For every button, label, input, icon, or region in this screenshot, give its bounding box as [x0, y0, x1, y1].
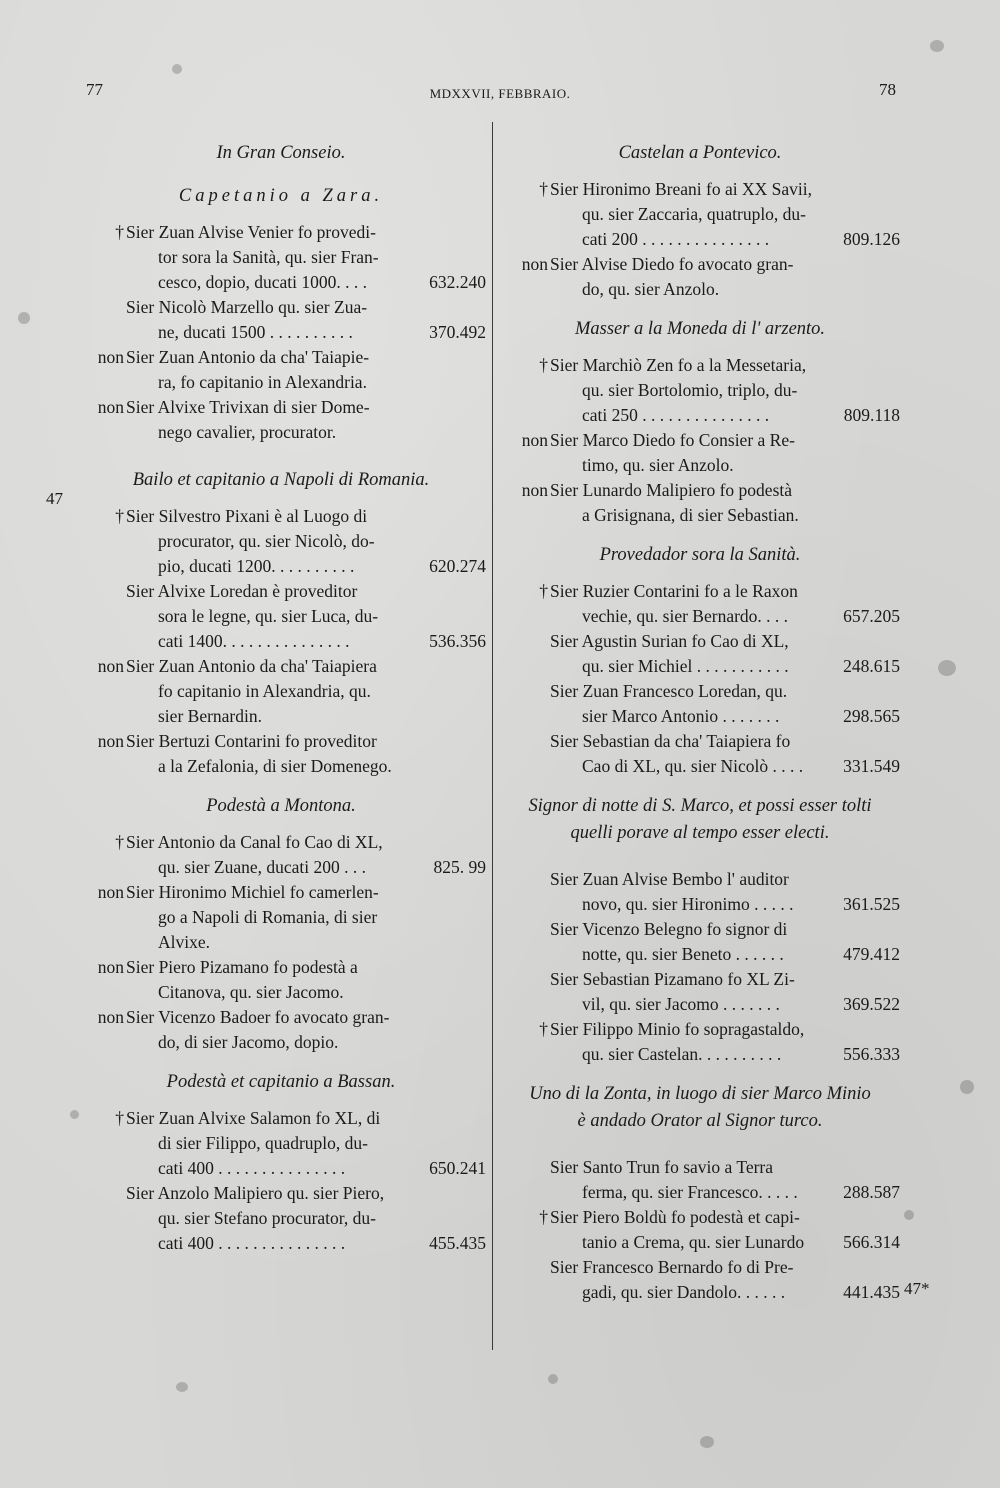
entry-line: cati 400 . . . . . . . . . . . . . . . — [158, 1158, 346, 1178]
entry-line: vil, qu. sier Jacomo . . . . . . . — [582, 994, 780, 1014]
entry-line: tanio a Crema, qu. sier Lunardo — [582, 1232, 805, 1252]
election-entry — [500, 252, 900, 302]
entry-line: qu. sier Zuane, ducati 200 . . . — [158, 857, 367, 877]
entry-prefix: non — [521, 254, 548, 274]
foxing-spot — [700, 1436, 714, 1448]
section-title: Masser a la Moneda di l' arzento. — [574, 319, 826, 339]
vote-count: 370.492 — [429, 322, 486, 342]
entry-line: Sier Francesco Bernardo fo di Pre- — [550, 1257, 794, 1277]
entry-line: gadi, qu. sier Dandolo. . . . . . — [582, 1282, 786, 1302]
election-entry — [76, 504, 486, 579]
vote-count: 331.549 — [843, 756, 900, 776]
entry-line: fo capitanio in Alexandria, qu. — [158, 681, 371, 701]
election-entry — [500, 353, 900, 428]
foxing-spot — [548, 1374, 558, 1384]
entry-line: timo, qu. sier Anzolo. — [582, 455, 734, 475]
vote-count: 657.205 — [843, 606, 900, 626]
section-title: Castelan a Pontevico. — [618, 143, 782, 163]
section-title: Bailo et capitanio a Napoli di Romania. — [132, 470, 430, 490]
election-entry — [500, 729, 900, 779]
entry-line: go a Napoli di Romania, di sier — [158, 907, 378, 927]
section-title: Podestà a Montona. — [206, 796, 356, 816]
section-title: Uno di la Zonta, in luogo di sier Marco Minio — [529, 1084, 871, 1104]
entry-line: Sier Hironimo Michiel fo camerlen- — [126, 882, 379, 902]
foxing-spot — [960, 1080, 974, 1094]
section-podesta-bassan — [76, 1069, 486, 1256]
election-entry — [76, 220, 486, 295]
entry-line: pio, ducati 1200. . . . . . . . . . — [158, 556, 355, 576]
entry-line: Sier Vicenzo Badoer fo avocato gran- — [126, 1007, 390, 1027]
vote-count: 479.412 — [843, 944, 900, 964]
entry-line: ne, ducati 1500 . . . . . . . . . . — [158, 322, 353, 342]
section-capetanio-zara — [76, 183, 486, 445]
entry-line: cati 400 . . . . . . . . . . . . . . . — [158, 1233, 346, 1253]
entry-line: ra, fo capitanio in Alexandria. — [158, 372, 367, 392]
entry-line: nego cavalier, procurator. — [158, 422, 337, 442]
vote-count: 441.435 — [843, 1282, 900, 1302]
vote-count: 288.587 — [843, 1182, 900, 1202]
column-divider — [492, 122, 493, 1350]
election-entry — [76, 880, 486, 955]
vote-count: 361.525 — [843, 894, 900, 914]
entry-line: qu. sier Bortolomio, triplo, du- — [582, 380, 798, 400]
entry-line: Sier Nicolò Marzello qu. sier Zua- — [126, 297, 368, 317]
entry-line: cati 200 . . . . . . . . . . . . . . . — [582, 229, 770, 249]
entry-prefix: non — [97, 731, 124, 751]
election-entry — [500, 679, 900, 729]
entry-line: ferma, qu. sier Francesco. . . . . — [582, 1182, 798, 1202]
entry-prefix: † — [115, 832, 124, 852]
entry-line: a Grisignana, di sier Sebastian. — [582, 505, 799, 525]
entry-prefix: † — [115, 1108, 124, 1128]
entry-line: Citanova, qu. sier Jacomo. — [158, 982, 344, 1002]
election-entry — [500, 1155, 900, 1205]
foxing-spot — [176, 1382, 188, 1392]
entry-prefix: non — [97, 347, 124, 367]
foxing-spot — [172, 64, 182, 74]
margin-number-left: 47 — [46, 489, 63, 508]
vote-count: 809.126 — [843, 229, 900, 249]
right-column — [500, 140, 900, 1319]
entry-line: qu. sier Zaccaria, quatruplo, du- — [582, 204, 807, 224]
election-entry — [76, 395, 486, 445]
section-title: Provedador sora la Sanità. — [599, 545, 801, 565]
election-entry — [500, 579, 900, 629]
vote-count: 369.522 — [843, 994, 900, 1014]
entry-line: novo, qu. sier Hironimo . . . . . — [582, 894, 794, 914]
entry-line: Sier Zuan Alvise Bembo l' auditor — [550, 869, 789, 889]
entry-prefix: † — [539, 581, 548, 601]
vote-count: 632.240 — [429, 272, 486, 292]
section-title: Capetanio a Zara. — [178, 186, 384, 206]
page-number-left: 77 — [86, 80, 103, 99]
entry-line: Sier Piero Boldù fo podestà et capi- — [550, 1207, 800, 1227]
vote-count: 248.615 — [843, 656, 900, 676]
entry-line: Sier Alvixe Loredan è proveditor — [126, 581, 358, 601]
entry-prefix: non — [97, 1007, 124, 1027]
election-entry — [500, 629, 900, 679]
vote-count: 809.118 — [843, 405, 900, 425]
election-entry — [500, 967, 900, 1017]
entry-line: sier Bernardin. — [158, 706, 262, 726]
election-entry — [500, 428, 900, 478]
entry-prefix: non — [97, 397, 124, 417]
entry-line: a la Zefalonia, di sier Domenego. — [158, 756, 392, 776]
vote-count: 298.565 — [843, 706, 900, 726]
entry-line: cati 1400. . . . . . . . . . . . . . . — [158, 631, 350, 651]
section-title-cont: è andado Orator al Signor turco. — [577, 1111, 823, 1131]
election-entry — [500, 478, 900, 528]
entry-line: vechie, qu. sier Bernardo. . . . — [582, 606, 789, 626]
election-entry — [500, 1017, 900, 1067]
entry-line: Sier Ruzier Contarini fo a le Raxon — [550, 581, 798, 601]
entry-line: notte, qu. sier Beneto . . . . . . — [582, 944, 784, 964]
section-signor-notte — [500, 793, 900, 1067]
entry-line: Sier Zuan Alvise Venier fo provedi- — [126, 222, 376, 242]
section-title-cont: quelli porave al tempo esser electi. — [570, 823, 830, 843]
entry-prefix: † — [539, 1019, 548, 1039]
entry-line: tor sora la Sanità, qu. sier Fran- — [158, 247, 379, 267]
entry-line: Sier Zuan Antonio da cha' Taiapiera — [126, 656, 377, 676]
entry-line: procurator, qu. sier Nicolò, do- — [158, 531, 375, 551]
election-entry — [76, 295, 486, 345]
entry-line: cesco, dopio, ducati 1000. . . . — [158, 272, 367, 292]
entry-line: Sier Filippo Minio fo sopragastaldo, — [550, 1019, 805, 1039]
entry-line: Sier Zuan Antonio da cha' Taiapie- — [126, 347, 370, 367]
entry-prefix: non — [97, 882, 124, 902]
entry-line: Sier Sebastian Pizamano fo XL Zi- — [550, 969, 795, 989]
foxing-spot — [938, 660, 956, 676]
entry-prefix: non — [97, 957, 124, 977]
entry-prefix: non — [521, 430, 548, 450]
election-entry — [500, 1205, 900, 1255]
running-title: MDXXVII, FEBBRAIO. — [429, 86, 571, 101]
vote-count: 620.274 — [429, 556, 486, 576]
entry-line: qu. sier Michiel . . . . . . . . . . . — [582, 656, 789, 676]
vote-count: 825. 99 — [433, 857, 486, 877]
entry-line: Sier Silvestro Pixani è al Luogo di — [126, 506, 368, 526]
entry-line: Sier Hironimo Breani fo ai XX Savii, — [550, 179, 812, 199]
entry-line: do, di sier Jacomo, dopio. — [158, 1032, 339, 1052]
election-entry — [500, 177, 900, 252]
election-entry — [76, 1005, 486, 1055]
election-entry — [500, 1255, 900, 1305]
entry-line: do, qu. sier Anzolo. — [582, 279, 720, 299]
section-masser-moneda — [500, 316, 900, 528]
election-entry — [76, 1181, 486, 1256]
entry-prefix: † — [115, 506, 124, 526]
entry-prefix: non — [521, 480, 548, 500]
entry-line: Sier Zuan Alvixe Salamon fo XL, di — [126, 1108, 381, 1128]
election-entry — [76, 345, 486, 395]
entry-line: Sier Anzolo Malipiero qu. sier Piero, — [126, 1183, 385, 1203]
entry-prefix: † — [539, 1207, 548, 1227]
entry-line: Sier Vicenzo Belegno fo signor di — [550, 919, 788, 939]
entry-line: qu. sier Castelan. . . . . . . . . . — [582, 1044, 782, 1064]
section-podesta-montona — [76, 793, 486, 1055]
entry-prefix: † — [539, 179, 548, 199]
section-title: Signor di notte di S. Marco, et possi esser tolti — [528, 796, 872, 816]
entry-line: Sier Sebastian da cha' Taiapiera fo — [550, 731, 791, 751]
entry-prefix: † — [115, 222, 124, 242]
election-entry — [76, 654, 486, 729]
foxing-spot — [930, 40, 944, 52]
entry-line: sora le legne, qu. sier Luca, du- — [158, 606, 379, 626]
foxing-spot — [904, 1210, 914, 1220]
entry-line: Sier Bertuzi Contarini fo proveditor — [126, 731, 377, 751]
election-entry — [76, 1106, 486, 1181]
election-entry — [76, 729, 486, 779]
entry-line: Sier Agustin Surian fo Cao di XL, — [550, 631, 789, 651]
election-entry — [76, 955, 486, 1005]
entry-line: Sier Alvise Diedo fo avocato gran- — [550, 254, 794, 274]
section-castelan-pontevico — [500, 140, 900, 302]
section-bailo-napoli — [76, 467, 486, 779]
vote-count: 556.333 — [843, 1044, 900, 1064]
entry-line: Sier Santo Trun fo savio a Terra — [550, 1157, 774, 1177]
election-entry — [500, 917, 900, 967]
entry-line: Alvixe. — [158, 932, 211, 952]
entry-line: qu. sier Stefano procurator, du- — [158, 1208, 376, 1228]
vote-count: 536.356 — [429, 631, 486, 651]
entry-line: sier Marco Antonio . . . . . . . — [582, 706, 780, 726]
vote-count: 566.314 — [843, 1232, 900, 1252]
section-provedador-sanita — [500, 542, 900, 779]
foxing-spot — [18, 312, 30, 324]
election-entry — [500, 867, 900, 917]
section-title: Podestà et capitanio a Bassan. — [166, 1072, 396, 1092]
page-number-right: 78 — [879, 80, 896, 99]
entry-line: Sier Piero Pizamano fo podestà a — [126, 957, 358, 977]
entry-prefix: † — [539, 355, 548, 375]
entry-line: Cao di XL, qu. sier Nicolò . . . . — [582, 756, 804, 776]
election-entry — [76, 579, 486, 654]
left-column — [76, 140, 486, 1270]
entry-prefix: non — [97, 656, 124, 676]
entry-line: Sier Zuan Francesco Loredan, qu. — [550, 681, 788, 701]
entry-line: cati 250 . . . . . . . . . . . . . . . — [582, 405, 770, 425]
vote-count: 650.241 — [429, 1158, 486, 1178]
entry-line: Sier Alvixe Trivixan di sier Dome- — [126, 397, 370, 417]
margin-number-right: 47* — [904, 1279, 930, 1298]
heading-gran-conseio: In Gran Conseio. — [216, 143, 346, 163]
section-zonta — [500, 1081, 900, 1305]
entry-line: Sier Marchiò Zen fo a la Messetaria, — [550, 355, 807, 375]
entry-line: Sier Lunardo Malipiero fo podestà — [550, 480, 793, 500]
entry-line: Sier Marco Diedo fo Consier a Re- — [550, 430, 795, 450]
vote-count: 455.435 — [429, 1233, 486, 1253]
entry-line: di sier Filippo, quadruplo, du- — [158, 1133, 368, 1153]
election-entry — [76, 830, 486, 880]
entry-line: Sier Antonio da Canal fo Cao di XL, — [126, 832, 383, 852]
